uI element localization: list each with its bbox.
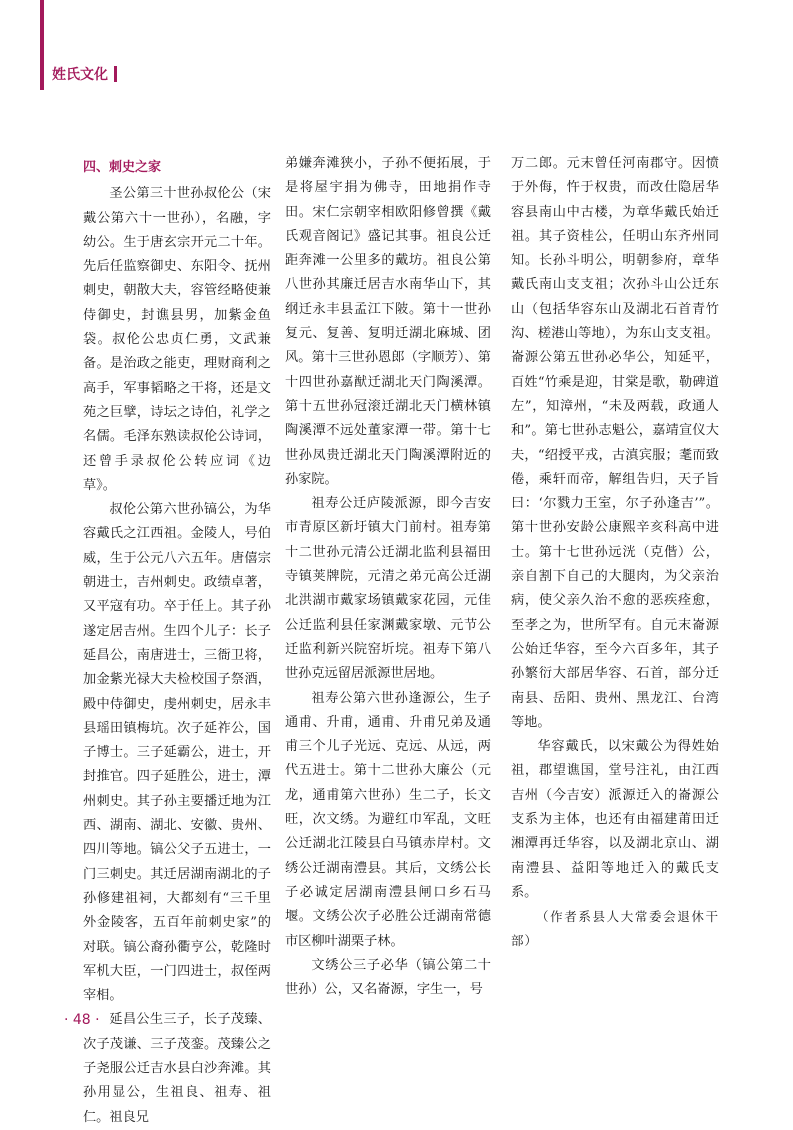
paragraph: 叔伦公第六世孙镐公，为华容戴氏之江西祖。金陵人，号伯威，生于公元八六五年。唐僖宗朝进士，吉州刺史。政绩卓著，又平寇有功。卒于任上。其子孙遂定居吉州。生四个儿子：长子延昌公，南唐进士，三衙卫将，加金紫光禄大夫检校国子祭酒，殿中侍御史，虔州刺史，居永丰县瑶田镇梅坑。次子延祚公，国子博士。三子延霸公，进士，开封推官。四子延胜公，进士，潭州刺史。其子孙主要播迁地为江西、湖南、湖北、安徽、贵州、四川等地。镐公父子五进士，一门三刺史。其迁居湖南湖北的子孙修建祖祠，大都刻有“三千里外金陵客，五百年前刺史家”的对联。镐公裔孙衢亨公，乾隆时军机大臣，一门四进士，叔侄两宰相。 <box>83 502 271 1004</box>
paragraph: 华容戴氏，以宋戴公为得姓始祖，郡望谯国，堂号注礼，由江西吉州（今吉安）派源迁入的崙源公支系为主体，也还有由福建莆田迁湘潭再迁华容，以及湖北京山、湖南澧县、益阳等地迁入的戴氏支系。 <box>511 739 719 900</box>
section-tag <box>52 64 117 84</box>
paragraph: 祖寿公第六世孙逢源公，生子通甫、升甫，通甫、升甫兄弟及通甫三个儿子光远、克远、从远，两代五进士。第十二世孙大廉公（元龙，通甫第六世孙）生二子，长文旺，次文绣。为避红巾军乱，文旺公迁湖北江陵县白马镇赤岸村。文绣公迁湖南澧县。其后，文绣公长子必诚定居湖南澧县闸口乡石马堰。文绣公次子必胜公迁湖南常德市区柳叶湖栗子林。 <box>285 690 491 949</box>
section-title: 姓氏文化 <box>52 67 108 83</box>
paragraph: 祖寿公迁庐陵派源，即今吉安市青原区新圩镇大门前村。祖寿第十二世孙元清公迁湖北监利县福田寺镇荚牌院，元清之弟元高公迁湖北洪湖市戴家场镇戴家花园，元佳公迁监利县任家渊戴家墩、元节公迁监利新兴院窑圻垸。祖寿下第八世孙克远留居派源世居地。 <box>285 496 491 682</box>
header-accent-bar <box>40 0 44 90</box>
paragraph: 圣公第三十世孙叔伦公（宋戴公第六十一世孙），名融，字幼公。生于唐玄宗开元二十年。先后任监察御史、东阳令、抚州刺史，朝散大夫，容管经略使兼侍御史，封谯县男，加紫金鱼袋。叔伦公忠贞仁勇，文武兼备。是治政之能吏，理财商利之高手，军事韬略之干将，还是文苑之巨擘，诗坛之诗伯，礼学之名儒。毛泽东熟读叔伦公诗词，还曾手录叔伦公转应词《边草》。 <box>83 186 271 493</box>
section-marker <box>114 66 117 82</box>
paragraph: 弟嫌奔滩狭小，子孙不便拓展，于是将屋宇捐为佛寺，田地捐作寺田。宋仁宗朝宰相欧阳修曾撰《戴氏观音阁记》盛记其事。祖良公迁距奔滩一公里多的戴坊。祖良公第八世孙其廉迁居吉水南华山下，其纲迁永丰县孟江下陂。第十一世孙复元、复善、复明迁湖北麻城、团风。第十三世孙恩郎（字顺芳）、第十四世孙嘉猷迁湖北天门陶溪潭。第十五世孙冠滚迁湖北天门横林镇陶溪潭不远处董家潭一带。第十七世孙凤贵迁湖北天门陶溪潭附近的孙家院。 <box>285 156 491 487</box>
page-number: · 48 · <box>64 1012 100 1028</box>
article-column-2 <box>285 152 491 1002</box>
paragraph: 延昌公生三子，长子茂臻、次子茂谦、三子茂銮。茂臻公之子尧服公迁吉水县白沙奔滩。其孙用显公，生祖良、祖寿、祖仁。祖良兄 <box>83 1012 271 1125</box>
article-column-3 <box>511 152 719 953</box>
article-column-1 <box>83 152 271 1130</box>
paragraph: 文绣公三子必华（镐公第二十世孙）公，又名崙源，字生一，号 <box>285 957 491 998</box>
article-heading: 四、刺史之家 <box>83 160 162 175</box>
author-note: （作者系县人大常委会退休干部） <box>511 909 719 949</box>
paragraph: 万二郎。元末曾任河南郡守。因愤于外侮，忤于权贵，而改仕隐居华容县南山中古楼，为章华戴氏始迁祖。其子资桂公，任明山东齐州同知。长孙斗明公，明朝参府，章华戴氏南山支支祖；次孙斗山公迁东山（包括华容东山及湖北石首青竹沟、槎港山等地），为东山支支祖。崙源公第五世孙必华公，知延平，百姓“竹乘是迎，甘棠是歌，勒碑道左”，知漳州，“未及两载，政通人和”。第七世孙志魁公，嘉靖宣仪大夫，“绍授平戎，古滇宾服；耄而致倦，乘轩而帝，解组告归，天子旨曰：‘尔戮力王室，尔子孙逢吉’”。第十世孙安龄公康熙辛亥科高中进士。第十七世孙远洸（克偕）公，亲自割下自己的大腿肉，为父亲治病，使父亲久治不愈的恶疾痊愈，至孝之为，世所罕有。自元末崙源公始迁华容，至今六百多年，其子孙繁衍大部居华容、石首，部分迁南县、岳阳、贵州、黑龙江、台湾等地。 <box>511 156 719 730</box>
